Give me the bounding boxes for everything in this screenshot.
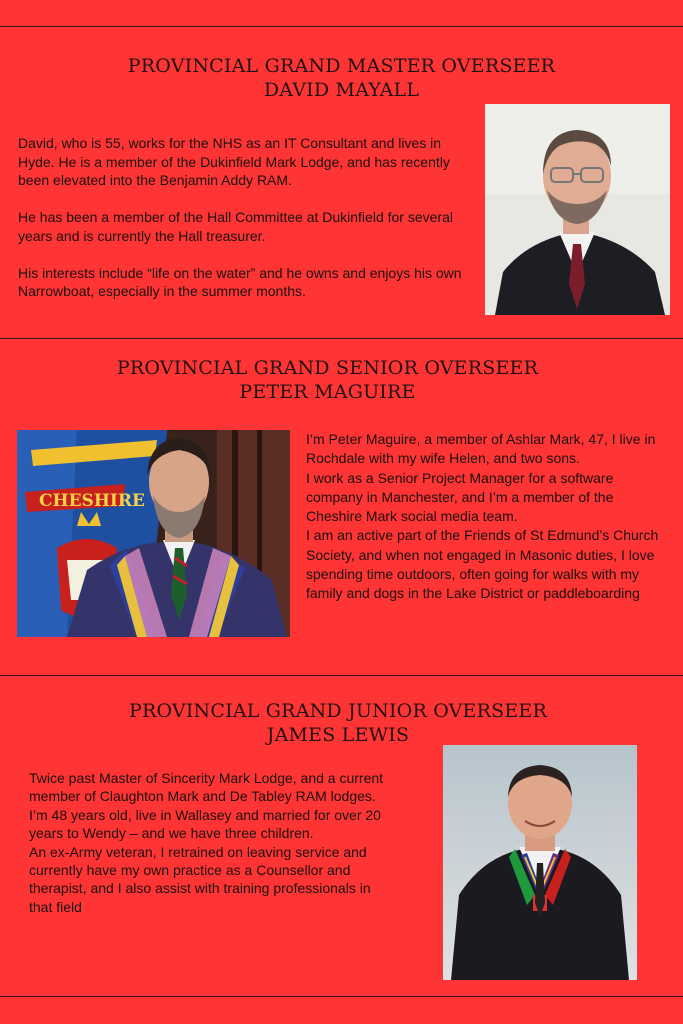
divider-1 <box>0 338 683 339</box>
bio-paragraph: I am an active part of the Friends of St Edmund’s Church Society, and when not engaged in Masonic duties, I love spending time outdoors, often going for walks with my family and dogs in the Lake District or paddleboarding <box>306 527 659 602</box>
divider-2 <box>0 675 683 676</box>
role-title: PROVINCIAL GRAND MASTER OVERSEER <box>127 55 556 77</box>
portrait-photo-peter <box>17 430 290 637</box>
bio-text <box>29 769 387 916</box>
bio-paragraph: David, who is 55, works for the NHS as an IT Consultant and lives in Hyde. He is a member of the Dukinfield Mark Lodge, and has recently been elevated into the Benjamin Addy RAM. <box>18 135 450 188</box>
bio-paragraph: I’m Peter Maguire, a member of Ashlar Mark, 47, I live in Rochdale with my wife Helen, and two sons. <box>306 431 656 467</box>
role-title: PROVINCIAL GRAND SENIOR OVERSEER <box>116 357 539 379</box>
bio-paragraph: His interests include “life on the water” and he owns and enjoys his own Narrowboat, especially in the summer months. <box>18 264 462 299</box>
banner-text: CHESHIRE <box>39 491 145 511</box>
bio-paragraph: I’m 48 years old, live in Wallasey and married for over 20 years to Wendy – and we have three children. <box>29 806 381 842</box>
bio-text <box>306 430 671 604</box>
portrait-photo-james <box>443 745 637 980</box>
person-name: JAMES LEWIS <box>266 724 410 746</box>
bio-paragraph: He has been a member of the Hall Committee at Dukinfield for several years and is currently the Hall treasurer. <box>18 209 453 244</box>
bio-paragraph: Twice past Master of Sincerity Mark Lodge, and a current member of Claughton Mark and De Tabley RAM lodges. <box>29 770 384 805</box>
role-title: PROVINCIAL GRAND JUNIOR OVERSEER <box>129 700 547 722</box>
bio-paragraph: I work as a Senior Project Manager for a software company in Manchester, and I’m a member of the Cheshire Mark social media team. <box>306 469 614 525</box>
portrait-photo-david <box>485 104 670 315</box>
section-heading <box>0 699 676 747</box>
divider-top <box>0 26 683 27</box>
bio-text <box>18 134 480 301</box>
person-name: PETER MAGUIRE <box>239 381 416 403</box>
bio-paragraph: An ex-Army veteran, I retrained on leaving service and currently have my own practice as a Counsellor and therapist, and I also assist with training professionals in that field <box>29 843 371 915</box>
divider-bottom <box>0 996 683 997</box>
section-heading <box>0 54 683 102</box>
person-name: DAVID MAYALL <box>263 79 420 101</box>
section-heading <box>0 356 655 404</box>
